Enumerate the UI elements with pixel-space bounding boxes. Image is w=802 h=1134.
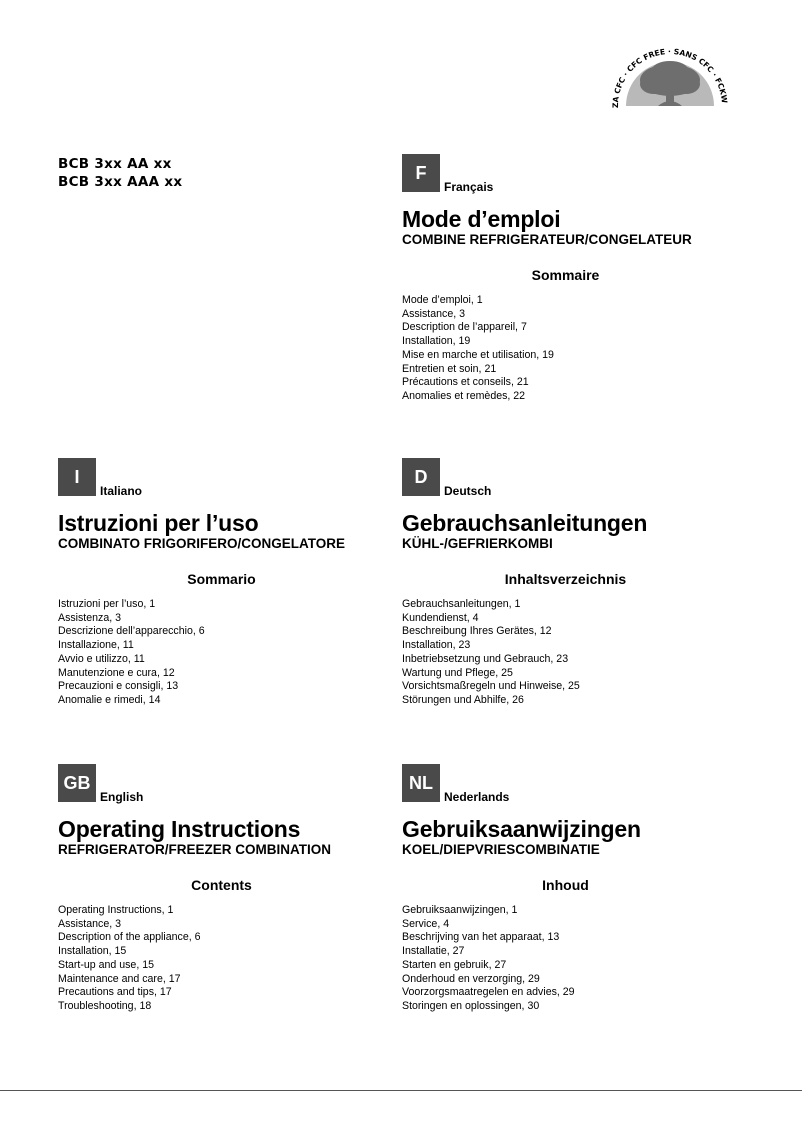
section-subtitle: COMBINATO FRIGORIFERO/CONGELATORE [58,536,346,551]
model-number: BCB 3xx AA xx [58,156,172,172]
toc-item: Starten en gebruik, 27 [402,958,507,971]
toc-item: Kundendienst, 4 [402,611,479,624]
toc-item: Installatie, 27 [402,945,465,958]
toc-item: Anomalies et remèdes, 22 [402,389,526,402]
section-deutsch [402,458,742,708]
toc-item: Installation, 19 [402,335,471,348]
language-name: Italiano [100,484,143,498]
language-name: English [100,790,144,804]
toc-item: Installation, 15 [58,945,127,958]
toc-heading: Inhaltsverzeichnis [504,571,627,587]
toc-heading: Inhoud [542,877,589,893]
toc-item: Mode d’emploi, 1 [402,294,483,306]
section-title: Gebrauchsanleitungen [402,510,648,536]
toc-item: Vorsichtsmaßregeln und Hinweise, 25 [402,680,580,693]
toc-item: Operating Instructions, 1 [58,904,174,916]
toc-item: Assistance, 3 [58,917,122,930]
section-subtitle: COMBINE REFRIGERATEUR/CONGELATEUR [402,232,692,247]
section-title: Mode d’emploi [402,206,561,232]
language-badge: NL [402,764,440,802]
toc-item: Assistance, 3 [402,307,466,320]
toc-item: Precautions and tips, 17 [58,986,172,999]
toc-item: Beschreibung Ihres Gerätes, 12 [402,625,552,638]
toc-item: Inbetriebsetzung und Gebrauch, 23 [402,652,569,665]
footer-divider [0,1090,802,1091]
toc-heading: Sommario [187,571,256,587]
toc-item: Störungen und Abhilfe, 26 [402,693,524,706]
section-english [58,764,398,1014]
toc-item: Onderhoud en verzorging, 29 [402,972,540,985]
toc-item: Description of the appliance, 6 [58,931,201,944]
toc-list [402,598,742,708]
section-subtitle: KÜHL-/GEFRIERKOMBI [402,536,553,551]
language-name: Deutsch [444,484,492,498]
language-badge: I [58,458,96,496]
toc-item: Avvio e utilizzo, 11 [58,652,145,665]
toc-heading: Sommaire [531,267,600,283]
toc-item: Maintenance and care, 17 [58,972,181,985]
toc-item: Description de l’appareil, 7 [402,321,527,334]
toc-item: Précautions et conseils, 21 [402,376,529,389]
language-badge: GB [58,764,96,802]
toc-list [58,598,398,708]
toc-item: Service, 4 [402,917,450,930]
toc-item: Beschrijving van het apparaat, 13 [402,931,560,944]
section-nederlands [402,764,742,1014]
language-name: Français [444,180,494,194]
section-title: Gebruiksaanwijzingen [402,816,641,842]
toc-heading: Contents [191,877,252,893]
section-title: Operating Instructions [58,816,301,842]
toc-item: Voorzorgsmaatregelen en advies, 29 [402,986,575,999]
model-number: BCB 3xx AAA xx [58,174,183,190]
language-badge: D [402,458,440,496]
language-badge: F [402,154,440,192]
section-subtitle: REFRIGERATOR/FREEZER COMBINATION [58,842,331,857]
section-subtitle: KOEL/DIEPVRIESCOMBINATIE [402,842,600,857]
section-francais [402,154,742,404]
toc-item: Gebruiksaanwijzingen, 1 [402,904,518,916]
toc-item: Installazione, 11 [58,639,134,652]
cfc-free-logo [606,44,734,116]
model-numbers [58,155,182,191]
toc-item: Manutenzione e cura, 12 [58,666,175,679]
toc-item: Istruzioni per l’uso, 1 [58,598,156,610]
toc-item: Wartung und Pflege, 25 [402,666,513,679]
section-italiano [58,458,398,708]
toc-item: Assistenza, 3 [58,611,122,624]
toc-item: Storingen en oplossingen, 30 [402,999,540,1012]
logo-text: ZA CFC · CFC FREE · SANS CFC · FCKW [610,46,730,109]
toc-item: Mise en marche et utilisation, 19 [402,348,554,361]
toc-item: Anomalie e rimedi, 14 [58,693,161,706]
language-name: Nederlands [444,790,510,804]
toc-item: Precauzioni e consigli, 13 [58,680,179,693]
toc-list [402,294,742,404]
toc-list [402,904,742,1014]
toc-item: Descrizione dell’apparecchio, 6 [58,625,205,638]
toc-item: Entretien et soin, 21 [402,362,497,375]
toc-item: Installation, 23 [402,639,471,652]
toc-item: Start-up and use, 15 [58,958,154,971]
toc-item: Troubleshooting, 18 [58,999,152,1012]
toc-item: Gebrauchsanleitungen, 1 [402,598,521,610]
toc-list [58,904,398,1014]
section-title: Istruzioni per l’uso [58,510,259,536]
